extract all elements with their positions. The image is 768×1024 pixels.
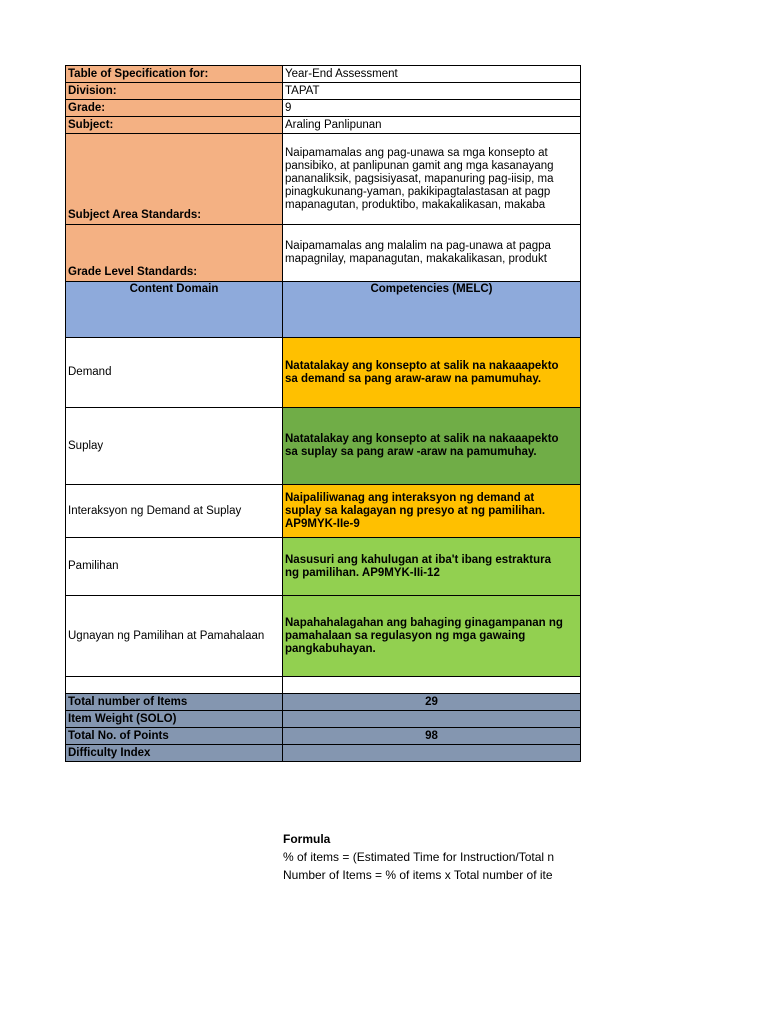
standards-line: mapanagutan, produktibo, makakalikasan, makaba [285,198,546,211]
table-row [66,596,581,677]
table-row [66,538,581,596]
standards-cell[interactable] [283,225,581,282]
competency-line: sa demand sa pang araw-araw na pamumuhay. [285,372,542,385]
domain-cell[interactable]: Ugnayan ng Pamilihan at Pamahalaan [66,596,283,677]
competency-line: sa suplay sa pang araw -araw na pamumuhay. [285,446,537,458]
formula-title[interactable]: Formula [283,832,331,846]
totals-row-points [66,728,581,745]
table-row [66,408,581,485]
competency-line: Nasusuri ang kahulugan at iba't ibang estraktura [285,553,552,566]
subject-area-standards-row [66,134,581,225]
label-cell[interactable]: Division: [66,83,283,100]
label-cell[interactable]: Grade Level Standards: [66,225,283,282]
blank-row [66,677,581,694]
total-value-cell[interactable] [283,745,581,762]
domain-cell[interactable]: Interaksyon ng Demand at Suplay [66,485,283,538]
meta-row-grade [66,100,581,117]
total-label-cell[interactable]: Item Weight (SOLO) [66,711,283,728]
competency-line: Naipaliliwanag ang interaksyon ng demand at [285,491,535,504]
standards-line: Naipamamalas ang pag-unawa sa mga konsepto at [285,146,548,159]
total-value-cell[interactable] [283,711,581,728]
formula-line[interactable]: Number of Items = % of items x Total number of ite [283,868,553,882]
total-value-cell[interactable]: 98 [283,728,581,745]
standards-cell[interactable] [283,134,581,225]
domain-cell[interactable]: Demand [66,338,283,408]
totals-row-items [66,694,581,711]
standards-line: pansibiko, at panlipunan gamit ang mga kasanayang [285,159,554,172]
value-cell[interactable]: Year-End Assessment [283,66,581,83]
total-label-cell[interactable]: Total number of Items [66,694,283,711]
total-value-cell[interactable]: 29 [283,694,581,711]
grade-level-standards-row [66,225,581,282]
competency-cell[interactable] [283,408,581,485]
formula-block [283,830,580,884]
value-cell[interactable]: TAPAT [283,83,581,100]
label-cell[interactable]: Subject: [66,117,283,134]
header-content-domain[interactable]: Content Domain [66,282,283,338]
competency-line: Napahahalagahan ang bahaging ginagampanan ng [285,616,563,629]
competency-line: pamahalaan sa regulasyon ng mga gawaing [285,629,526,642]
competency-line: AP9MYK-IIe-9 [285,517,360,530]
meta-row-division [66,83,581,100]
standards-line: pinagkukunang-yaman, pakikipagtalastasan at pagp [285,185,551,198]
label-cell[interactable]: Subject Area Standards: [66,134,283,225]
competency-cell[interactable] [283,596,581,677]
standards-line: Naipamamalas ang malalim na pag-unawa at pagpa [285,240,551,252]
competency-line: suplay sa kalagayan ng presyo at ng pamilihan. [285,504,546,517]
competency-line: ng pamilihan. AP9MYK-IIi-12 [285,566,440,579]
total-label-cell[interactable]: Total No. of Points [66,728,283,745]
competency-cell[interactable] [283,485,581,538]
table-of-specification [65,65,581,762]
totals-row-weight [66,711,581,728]
competency-line: Natatalakay ang konsepto at salik na nakaaapekto [285,433,559,445]
empty-cell[interactable] [66,677,283,694]
value-cell[interactable]: 9 [283,100,581,117]
competency-line: pangkabuhayan. [285,642,376,655]
value-cell[interactable]: Araling Panlipunan [283,117,581,134]
meta-row-subject [66,117,581,134]
table-header-row [66,282,581,338]
domain-cell[interactable]: Pamilihan [66,538,283,596]
meta-row-title [66,66,581,83]
label-cell[interactable]: Grade: [66,100,283,117]
label-cell[interactable]: Table of Specification for: [66,66,283,83]
totals-row-difficulty [66,745,581,762]
total-label-cell[interactable]: Difficulty Index [66,745,283,762]
standards-line: pananaliksik, pagsisiyasat, mapanuring pag-iisip, ma [285,172,554,185]
header-competencies[interactable]: Competencies (MELC) [283,282,581,338]
competency-line: Natatalakay ang konsepto at salik na nakaaapekto [285,359,559,372]
table-row [66,485,581,538]
competency-cell[interactable] [283,538,581,596]
domain-cell[interactable]: Suplay [66,408,283,485]
empty-cell[interactable] [283,677,581,694]
competency-cell[interactable] [283,338,581,408]
standards-line: mapagnilay, mapanagutan, makakalikasan, produkt [285,253,547,265]
formula-line[interactable]: % of items = (Estimated Time for Instruction/Total n [283,850,555,864]
table-row [66,338,581,408]
